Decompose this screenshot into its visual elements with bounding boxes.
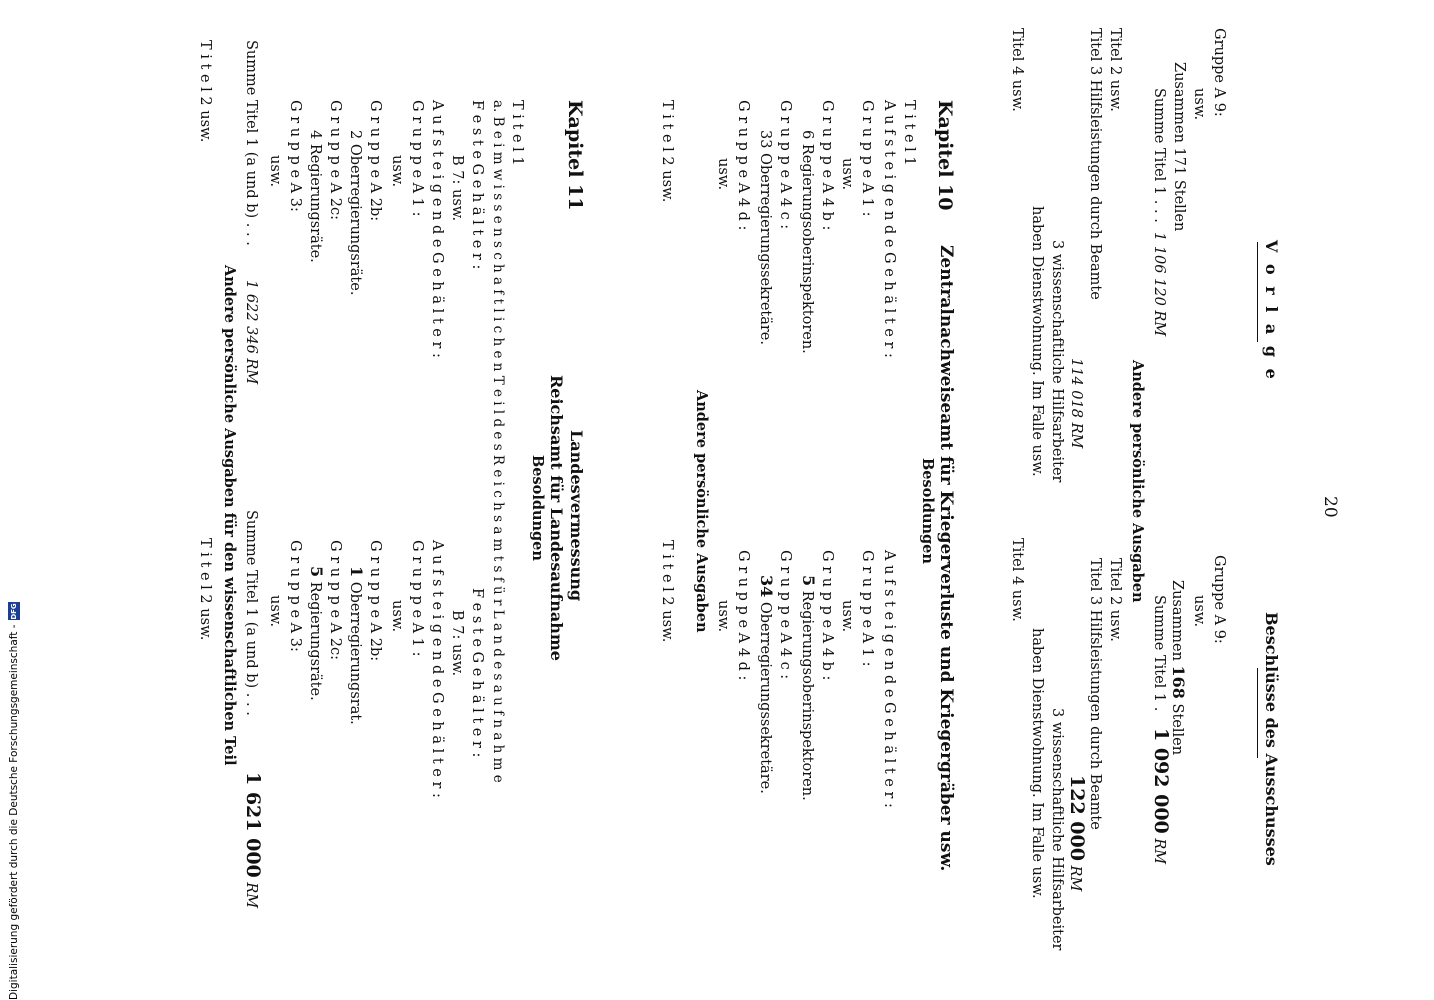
right-k10-usw-a4d: usw. — [715, 600, 731, 633]
kapitel11-reichsamt: Reichsamt für Landesaufnahme — [547, 375, 566, 661]
left-titel4: Titel 4 usw. — [1009, 28, 1025, 112]
right-k11-b7: B 7: usw. — [449, 610, 465, 677]
left-k10-a4b-text: 6 Regierungsoberinspektoren. — [799, 130, 815, 354]
right-zusammen-suffix: Stellen — [1169, 703, 1185, 756]
left-k11-gruppe-a1: G r u p p e A 1 : — [409, 100, 425, 217]
left-titel2: Titel 2 usw. — [1107, 28, 1123, 112]
right-zusammen-prefix: Zusammen — [1169, 580, 1185, 661]
right-heading-rule — [1257, 668, 1258, 758]
left-k10-gruppe-a4c: G r u p p e A 4 c : — [777, 100, 793, 230]
left-k11-gruppe-a3: G r u p p e A 3: — [287, 100, 303, 212]
left-k11-summe: Summe Titel 1 (a und b) . . . — [243, 40, 259, 246]
right-k11-a2b-row — [348, 566, 365, 725]
left-titel3-amount: 114 018 RM — [1068, 358, 1084, 449]
left-k10-gruppe-a1: G r u p p e A 1 : — [859, 100, 875, 217]
kapitel10-number: Kapitel 10 — [934, 100, 956, 211]
kapitel11-besoldungen: Besoldungen — [529, 455, 546, 561]
right-summe-titel1-amount-row — [1151, 728, 1170, 864]
left-k10-titel1: T i t e l 1 — [901, 100, 917, 166]
right-k11-usw-a3: usw. — [267, 595, 283, 628]
page-number: 20 — [1320, 496, 1340, 518]
left-k10-a4c-text: 33 Oberregierungssekretäre. — [757, 130, 773, 346]
right-summe-titel1: Summe Titel 1 . — [1151, 595, 1167, 712]
left-k10-titel2: T i t e l 2 usw. — [659, 100, 675, 203]
right-usw: usw. — [1191, 595, 1207, 628]
right-zusammen-num: 168 — [1169, 665, 1188, 699]
left-column-heading: V o r l a g e — [1262, 240, 1281, 382]
right-k11-summe-unit: RM — [243, 882, 259, 909]
footer-credit: Digitalisierung gefördert durch die Deutsche Forschungsgemeinschaft - — [8, 624, 20, 1000]
right-k11-feste: F e s t e G e h ä l t e r : — [469, 588, 485, 758]
right-titel2: Titel 2 usw. — [1107, 558, 1123, 642]
right-k10-gruppe-a4c: G r u p p e A 4 c : — [777, 550, 793, 680]
kapitel10-title: Zentralnachweiseamt für Kriegerverluste und Kriegergräber usw. — [936, 245, 956, 872]
right-k11-aufsteigende: A u f s t e i g e n d e G e h ä l t e r : — [429, 540, 445, 798]
right-titel4: Titel 4 usw. — [1009, 538, 1025, 622]
left-k11-a2c-text: 4 Regierungsräte. — [307, 130, 323, 263]
left-titel3-dienstwohnung: haben Dienstwohnung. Im Falle usw. — [1029, 206, 1045, 477]
left-k10-usw-a4d: usw. — [715, 158, 731, 191]
right-k11-a2c-num: 5 — [307, 566, 326, 578]
right-k11-gruppe-a2b: G r u p p e A 2b: — [367, 540, 383, 662]
left-gruppe-a9: Gruppe A 9: — [1211, 28, 1227, 117]
right-titel3-hilfsarbeiter: 3 wissenschaftliche Hilfsarbeiter — [1049, 708, 1065, 951]
right-k10-a4c-row — [758, 575, 775, 794]
right-k10-a4b-row — [800, 575, 817, 801]
right-k11-a2b-num: 1 — [347, 566, 366, 578]
right-k11-usw-a1: usw. — [389, 600, 405, 633]
left-k11-gruppe-a2c: G r u p p e A 2c: — [327, 100, 343, 220]
left-k11-aufsteigende: A u f s t e i g e n d e G e h ä l t e r : — [429, 100, 445, 358]
right-k10-gruppe-a1: G r u p p e A 1 : — [859, 550, 875, 667]
left-heading-rule — [1257, 242, 1258, 342]
right-k11-summe: Summe Titel 1 (a und b) . . . — [243, 510, 259, 716]
right-k11-gruppe-a3: G r u p p e A 3: — [287, 540, 303, 652]
right-summe-titel1-unit: RM — [1151, 838, 1167, 865]
right-k10-titel2: T i t e l 2 usw. — [659, 540, 675, 643]
left-k11-a-beim: a. B e i m w i s s e n s c h a f t l i c h e n T e i l d e s R e i c h s a m t s f ü r L a n d e s a u f n a h m e — [490, 100, 506, 783]
left-summe-titel1: Summe Titel 1 . . . — [1151, 88, 1167, 223]
left-k11-titel1: T i t e l 1 — [509, 100, 525, 166]
right-titel3-amount-row — [1067, 775, 1086, 891]
right-k10-a4c-num: 34 — [757, 575, 776, 598]
left-andere-ausgaben-heading: Andere persönliche Ausgaben — [1129, 360, 1146, 603]
right-titel3-unit: RM — [1067, 865, 1083, 892]
right-gruppe-a9: Gruppe A 9: — [1211, 555, 1227, 644]
left-k10-aufsteigende: A u f s t e i g e n d e G e h ä l t e r : — [881, 100, 897, 358]
right-column-heading: Beschlüsse des Ausschusses — [1262, 612, 1281, 866]
right-k10-usw-a1: usw. — [839, 600, 855, 633]
kapitel11-number: Kapitel 11 — [564, 100, 586, 211]
right-summe-titel1-amount: 1 092 000 — [1150, 728, 1172, 834]
left-k11-titel2: T i t e l 2 usw. — [197, 40, 213, 143]
right-titel3: Titel 3 Hilfsleistungen durch Beamte — [1087, 558, 1103, 830]
left-zusammen-stellen: Zusammen 171 Stellen — [1171, 62, 1187, 232]
kapitel10-besoldungen: Besoldungen — [919, 458, 936, 564]
left-titel3-hilfsarbeiter: 3 wissenschaftliche Hilfsarbeiter — [1049, 240, 1065, 483]
left-k11-usw-a3: usw. — [267, 155, 283, 188]
left-k11-gruppe-a2b: G r u p p e A 2b: — [367, 100, 383, 222]
right-k11-titel2: T i t e l 2 usw. — [197, 538, 213, 641]
right-titel3-dienstwohnung: haben Dienstwohnung. Im Falle usw. — [1029, 628, 1045, 899]
right-k11-summe-amount: 1 621 000 — [242, 772, 264, 878]
left-summe-titel1-amount: 1 106 120 RM — [1151, 232, 1167, 337]
right-k11-a2c-row — [308, 566, 325, 701]
left-k10-gruppe-a4b: G r u p p e A 4 b : — [819, 100, 835, 231]
kapitel11-landesvermessung: Landesvermessung — [567, 430, 586, 602]
dfg-logo-icon: DFG — [10, 603, 18, 620]
digitization-footer — [4, 0, 24, 1000]
left-k11-summe-amount: 1 622 346 RM — [243, 280, 259, 385]
right-titel3-amount: 122 000 — [1066, 775, 1088, 861]
right-k11-a2b-text: Oberregierungsrat. — [347, 581, 363, 725]
right-k10-gruppe-a4b: G r u p p e A 4 b : — [819, 550, 835, 681]
right-k11-a2c-text: Regierungsräte. — [307, 581, 323, 701]
right-k10-gruppe-a4d: G r u p p e A 4 d : — [735, 550, 751, 681]
left-k10-gruppe-a4d: G r u p p e A 4 d : — [735, 100, 751, 231]
left-k10-andere-ausgaben: Andere persönliche Ausgaben — [693, 390, 710, 633]
left-titel3: Titel 3 Hilfsleistungen durch Beamte — [1087, 28, 1103, 300]
right-k10-a4b-text: Regierungsoberinspektoren. — [799, 590, 815, 801]
right-k11-summe-amount-row — [243, 772, 262, 908]
right-k10-a4b-num: 5 — [799, 575, 818, 587]
right-k10-aufsteigende: A u f s t e i g e n d e G e h ä l t e r : — [881, 550, 897, 808]
right-k11-gruppe-a2c: G r u p p e A 2c: — [327, 540, 343, 660]
right-k11-gruppe-a1: G r u p p e A 1 : — [409, 540, 425, 657]
left-usw: usw. — [1191, 88, 1207, 121]
left-k11-feste: F e s t e G e h ä l t e r : — [469, 100, 485, 270]
left-k11-b7: B 7: usw. — [449, 155, 465, 222]
left-k10-usw-a1: usw. — [839, 158, 855, 191]
right-k10-a4c-text: Oberregierungssekretäre. — [757, 601, 773, 794]
left-k11-usw-a1: usw. — [389, 155, 405, 188]
left-k11-a2b-text: 2 Oberregierungsräte. — [347, 130, 363, 296]
left-k11-andere-ausgaben: Andere persönliche Ausgaben für den wissenschaftlichen Teil — [221, 265, 238, 766]
